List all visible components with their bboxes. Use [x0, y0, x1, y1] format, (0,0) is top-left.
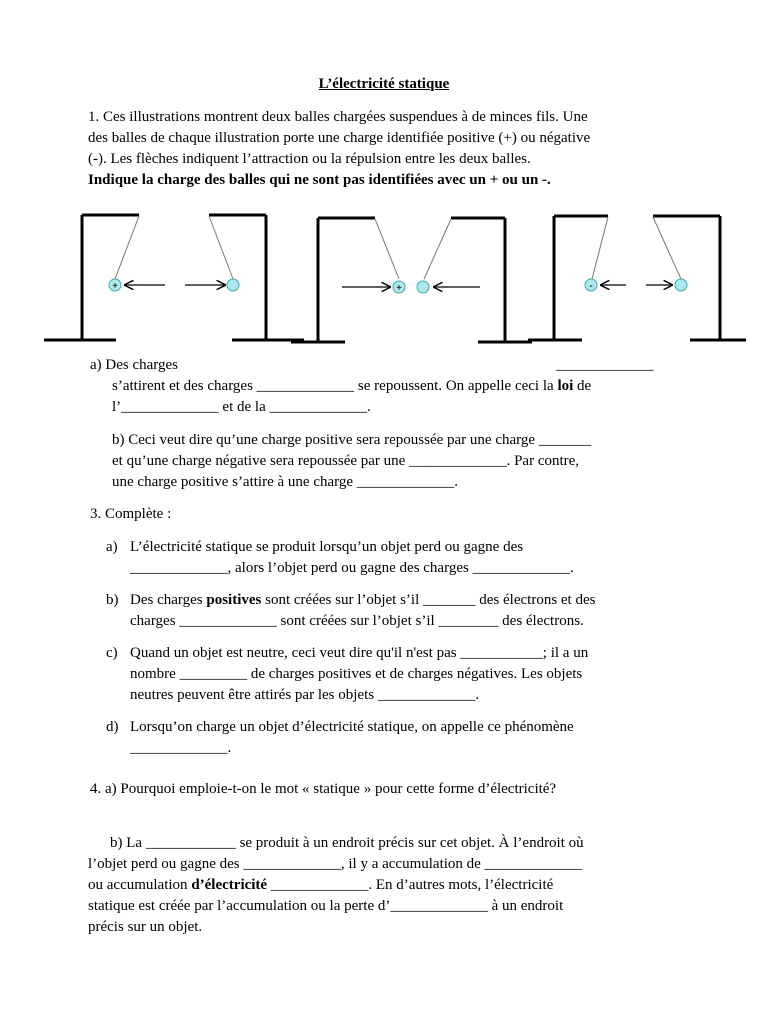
pendulum-figure-2 [291, 218, 532, 342]
pendulum-figure-3 [528, 216, 746, 340]
q3-d-line-1: Lorsqu’on charge un objet d’électricité statique, on appelle ce phénomène [130, 719, 574, 735]
ball-unlabeled-1 [227, 279, 239, 291]
q4-a: 4. a) Pourquoi emploie-t-on le mot « statique » pour cette forme d’électricité? [90, 781, 557, 797]
pendulum-figure-1 [44, 215, 304, 340]
q4-b-line-1: b) La ____________ se produit à un endroit précis sur cet objet. À l’endroit où [110, 835, 584, 851]
q4-b-line-4: statique est créée par l’accumulation ou la perte d’_____________ à un endroit [88, 898, 564, 914]
q2-a-line-2: s’attirent et des charges _____________ se repoussent. On appelle ceci la loi de [112, 378, 592, 394]
q3-b-label: b) [106, 592, 119, 608]
page-title: L’électricité statique [318, 76, 450, 92]
q1-line-2: des balles de chaque illustration porte une charge identifiée positive (+) ou négative [88, 130, 591, 146]
q2-a-blank-1: _____________ [556, 357, 654, 373]
q3-a [130, 537, 574, 579]
q3-d [130, 717, 574, 759]
ball-label-2: + [396, 283, 402, 294]
q2-a-line-3: l’_____________ et de la _____________. [112, 399, 371, 415]
q4-b-line-5: précis sur un objet. [88, 919, 203, 935]
ball-unlabeled-3 [675, 279, 687, 291]
q3-b [130, 590, 595, 632]
q1-line-1: 1. Ces illustrations montrent deux balles chargées suspendues à de minces fils. Une [88, 109, 588, 125]
q3-a-line-2: _____________, alors l’objet perd ou gagne des charges _____________. [130, 560, 574, 576]
q2-b-line-3: une charge positive s’attire à une charge _____________. [112, 474, 459, 490]
q3-b-line-2: charges _____________ sont créées sur l’objet s’il ________ des électrons. [130, 613, 584, 629]
q3-a-line-1: L’électricité statique se produit lorsqu’un objet perd ou gagne des [130, 539, 524, 555]
q4-b-line-3: ou accumulation d’électricité _____________. En d’autres mots, l’électricité [88, 877, 554, 893]
q3-c [130, 643, 588, 706]
q3-a-label: a) [106, 539, 118, 555]
q4-b-electricite: d’électricité [191, 877, 268, 893]
q2-a-cont [112, 376, 591, 418]
ball-label-3: - [589, 280, 593, 292]
q2-a-loi: loi [557, 378, 574, 394]
q3-b-line-1: Des charges positives sont créées sur l’objet s’il _______ des électrons et des [130, 592, 596, 608]
q3-heading: 3. Complète : [90, 506, 172, 522]
ball-unlabeled-2 [417, 281, 429, 293]
q3-d-label: d) [106, 719, 119, 735]
q3-d-line-2: _____________. [130, 740, 232, 756]
q3-c-label: c) [106, 645, 118, 661]
q4-b [88, 833, 584, 938]
q2-b-line-2: et qu’une charge négative sera repoussée par une _____________. Par contre, [112, 453, 580, 469]
q2-a-line-1: a) Des charges [90, 357, 179, 373]
q2-b-line-1: b) Ceci veut dire qu’une charge positive sera repoussée par une charge _______ [112, 432, 592, 448]
q2-b [112, 430, 591, 493]
q2-a [90, 355, 178, 376]
q1-line-3: (-). Les flèches indiquent l’attraction ou la répulsion entre les deux balles. [88, 151, 531, 167]
q3-c-line-2: nombre _________ de charges positives et de charges négatives. Les objets [130, 666, 583, 682]
ball-label-1: + [112, 281, 118, 292]
q1-instruction: Indique la charge des balles qui ne sont pas identifiées avec un + ou un -. [88, 172, 551, 188]
q3-c-line-1: Quand un objet est neutre, ceci veut dire qu'il n'est pas ___________; il a un [130, 645, 589, 661]
q4-b-line-2: l’objet perd ou gagne des _____________, il y a accumulation de _____________ [88, 856, 583, 872]
q3-b-positives: positives [206, 592, 262, 608]
q3-c-line-3: neutres peuvent être attirés par les objets _____________. [130, 687, 480, 703]
